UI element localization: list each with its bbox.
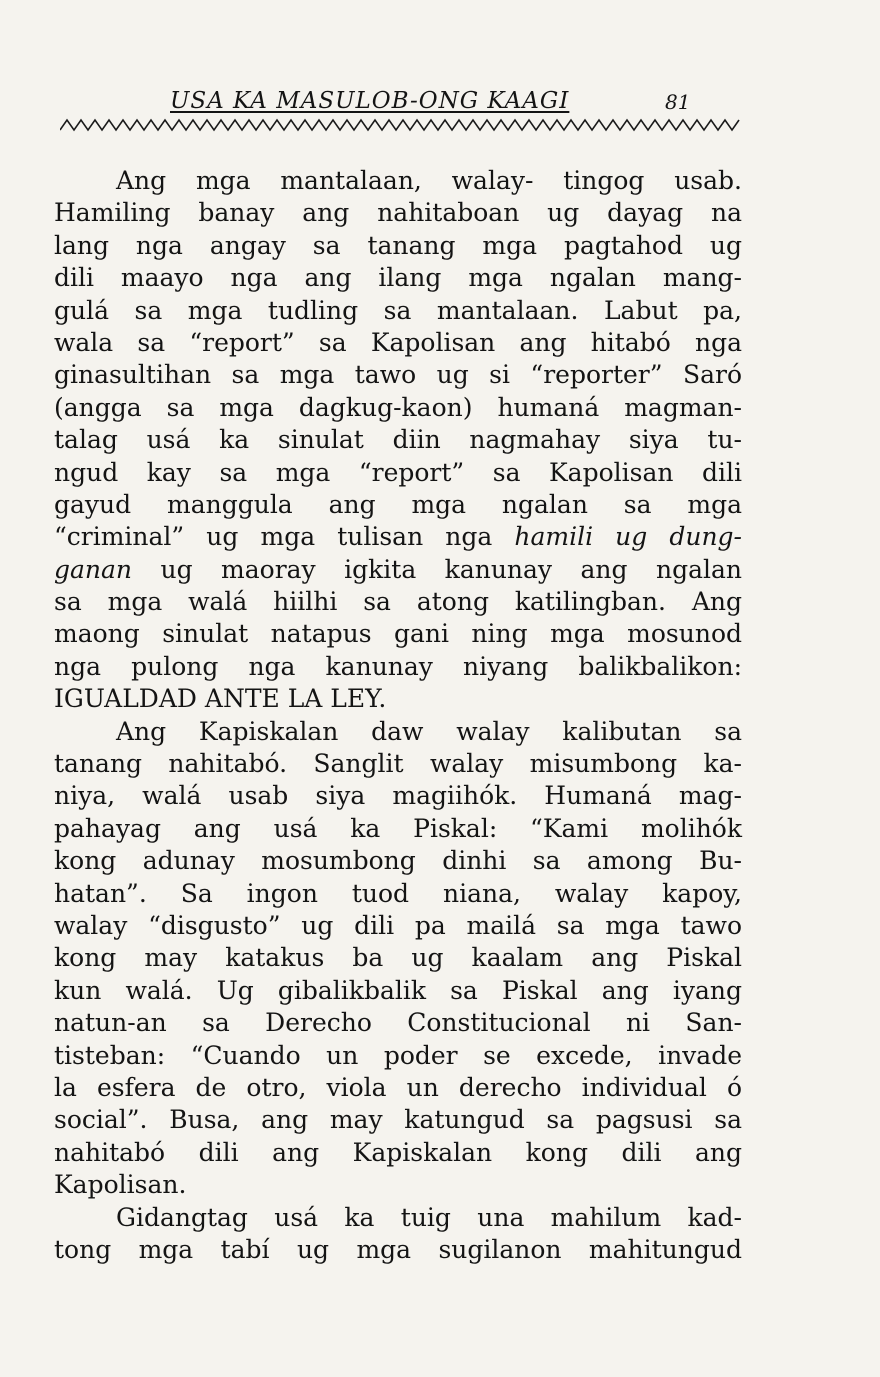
text-line: natun-an sa Derecho Constitucional ni San- — [54, 1008, 742, 1038]
text-line: niya, walá usab siya magiihók. Humaná mag- — [54, 781, 742, 811]
text-line: nahitabó dili ang Kapiskalan kong dili ang — [54, 1137, 742, 1167]
text-line: kong may katakus ba ug kaalam ang Piskal — [54, 943, 742, 973]
text-line: (angga sa mga dagkug-kaon) humaná magman- — [54, 392, 742, 422]
text-line: Kapolisan. — [54, 1170, 187, 1200]
text-fragment: ug maoray igkita kanunay ang ngalan — [132, 554, 742, 584]
wavy-rule-ornament — [60, 117, 742, 133]
text-line: ginasultihan sa mga tawo ug si “reporter” Saró — [54, 360, 742, 390]
text-line: wala sa “report” sa Kapolisan ang hitabó nga — [54, 327, 742, 357]
text-line-mixed — [54, 554, 742, 586]
text-line: Hamiling banay ang nahitaboan ug dayag na — [54, 198, 742, 228]
text-line: gulá sa mga tudling sa mantalaan. Labut pa, — [54, 295, 742, 325]
text-line: tanang nahitabó. Sanglit walay misumbong ka- — [54, 749, 742, 779]
text-line: walay “disgusto” ug dili pa mailá sa mga tawo — [54, 910, 742, 940]
page-number: 81 — [665, 90, 691, 114]
text-line: maong sinulat natapus gani ning mga mosunod — [54, 619, 742, 649]
italic-fragment: hamili ug dung- — [514, 522, 742, 552]
text-line: talag usá ka sinulat diin nagmahay siya tu- — [54, 425, 742, 455]
text-line: pahayag ang usá ka Piskal: “Kami molihók — [54, 813, 742, 843]
text-line: Ang mga mantalaan, walay- tingog usab. — [116, 166, 742, 195]
text-line: kong adunay mosumbong dinhi sa among Bu- — [54, 846, 742, 876]
text-line: dili maayo nga ang ilang mga ngalan mang- — [54, 263, 742, 293]
text-line: tisteban: “Cuando un poder se excede, invade — [54, 1040, 742, 1070]
text-line: social”. Busa, ang may katungud sa pagsusi sa — [54, 1105, 742, 1135]
text-line-mixed — [54, 521, 742, 553]
text-line: Ang Kapiskalan daw walay kalibutan sa — [116, 716, 742, 746]
text-line: ngud kay sa mga “report” sa Kapolisan dili — [54, 457, 742, 487]
text-line: Gidangtag usá ka tuig una mahilum kad- — [116, 1202, 742, 1232]
text-line: gayud manggula ang mga ngalan sa mga — [54, 489, 742, 519]
running-title: USA KA MASULOB-ONG KAAGI — [170, 88, 570, 114]
text-line: hatan”. Sa ingon tuod niana, walay kapoy, — [54, 878, 742, 908]
text-line: kun walá. Ug gibalikbalik sa Piskal ang iyang — [54, 975, 742, 1005]
running-head — [170, 88, 700, 118]
text-line: nga pulong nga kanunay niyang balikbalikon: — [54, 651, 742, 681]
text-line: tong mga tabí ug mga sugilanon mahitungud — [54, 1234, 742, 1264]
text-line: sa mga walá hiilhi sa atong katilingban. Ang — [54, 587, 742, 617]
text-line: lang nga angay sa tanang mga pagtahod ug — [54, 230, 742, 260]
text-line: IGUALDAD ANTE LA LEY. — [54, 684, 387, 714]
body-text — [54, 165, 742, 1266]
italic-fragment: ganan — [54, 554, 133, 584]
text-fragment: “criminal” ug mga tulisan nga — [54, 522, 515, 552]
text-line: la esfera de otro, viola un derecho individual ó — [54, 1072, 742, 1102]
